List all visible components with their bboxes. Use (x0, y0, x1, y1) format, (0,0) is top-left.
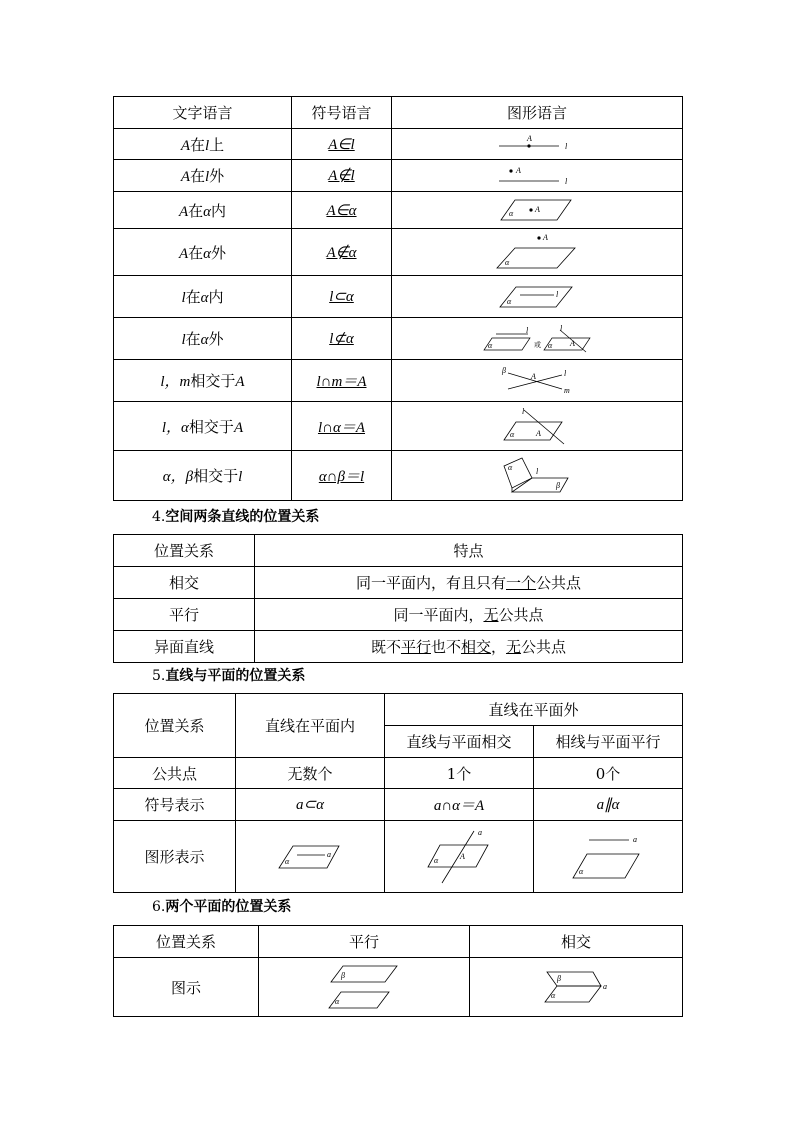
table-row (114, 821, 683, 893)
table-row (114, 599, 683, 631)
header-relation: 位置关系 (114, 535, 255, 567)
table-header-row (114, 926, 683, 958)
symbol-cell: A∈l (292, 129, 392, 160)
label-a: a (478, 827, 482, 837)
label-l: l (560, 323, 563, 333)
figure-cell (392, 402, 683, 451)
figure-cell (392, 129, 683, 160)
label-alpha: α (508, 462, 513, 472)
header-parallel: 相线与平面平行 (534, 726, 683, 758)
label-m: m (564, 385, 570, 395)
common-parallel-cell: 0个 (534, 758, 683, 789)
section-5-heading (152, 665, 305, 685)
label-A: A (527, 134, 532, 143)
label-A: A (543, 233, 548, 242)
symbol-cell: A∉α (292, 229, 392, 276)
symbol-language-table (113, 96, 683, 501)
figure-cell (392, 276, 683, 318)
label-alpha: α (548, 340, 553, 350)
common-in-cell: 无数个 (236, 758, 385, 789)
feature-cell: 同一平面内，有且只有一个公共点 (255, 567, 683, 599)
label-alpha: α (510, 430, 515, 439)
label-a: a (633, 834, 637, 844)
section-number: 4. (152, 509, 166, 525)
header-parallel: 平行 (259, 926, 470, 958)
header-relation: 位置关系 (114, 926, 259, 958)
section-6-heading (152, 896, 291, 916)
symbol-cell: l⊂α (292, 276, 392, 318)
symbol-cell: A∈α (292, 192, 392, 229)
text-cell: l在α内 (114, 276, 292, 318)
label-l: l (565, 176, 568, 186)
label-beta: β (341, 971, 345, 980)
table-row (114, 631, 683, 663)
label-beta: β (556, 480, 560, 490)
table-header-row (114, 535, 683, 567)
header-intersect: 直线与平面相交 (385, 726, 534, 758)
label-or: 或 (534, 340, 541, 349)
section-title: 空间两条直线的位置关系 (165, 509, 320, 525)
label-alpha: α (505, 258, 510, 267)
table-row (114, 758, 683, 789)
label-alpha: α (285, 856, 290, 866)
table-row (114, 276, 683, 318)
header-feature: 特点 (255, 535, 683, 567)
label-l: l (564, 368, 567, 378)
label-A: A (531, 371, 536, 381)
plane-relation-table (113, 925, 683, 1017)
header-line-out-plane: 直线在平面外 (385, 694, 683, 726)
text-cell: l，m相交于A (114, 360, 292, 402)
table-row (114, 160, 683, 192)
table-row (114, 451, 683, 501)
table-header-row (114, 97, 683, 129)
figure-cell (236, 821, 385, 893)
row-label: 符号表示 (114, 789, 236, 821)
text-cell: l在α外 (114, 318, 292, 360)
section-number: 5. (152, 668, 166, 684)
header-relation: 位置关系 (114, 694, 236, 758)
table-row (114, 567, 683, 599)
line-relation-table (113, 534, 683, 663)
line-plane-intersect-figure (428, 829, 490, 885)
figure-cell (392, 160, 683, 192)
line-in-plane-figure (500, 285, 574, 309)
point-in-plane-figure (501, 198, 573, 222)
text-cell: A在l上 (114, 129, 292, 160)
planes-intersect-figure (502, 456, 572, 496)
planes-parallel-figure (329, 964, 399, 1010)
feature-cell: 既不平行也不相交，无公共点 (255, 631, 683, 663)
label-alpha: α (507, 296, 512, 306)
label-l: l (565, 142, 568, 151)
relation-cell: 异面直线 (114, 631, 255, 663)
symbol-cell: α∩β＝l (292, 451, 392, 501)
symbol-parallel-cell: a∥α (534, 789, 683, 821)
symbol-cell: l⊄α (292, 318, 392, 360)
label-a: a (327, 849, 331, 859)
figure-cell (392, 229, 683, 276)
figure-cell (534, 821, 683, 893)
label-l: l (526, 325, 529, 335)
point-on-line-figure (497, 134, 577, 154)
table-row (114, 192, 683, 229)
row-label: 图形表示 (114, 821, 236, 893)
line-plane-intersect-figure (502, 408, 572, 444)
figure-cell (392, 192, 683, 229)
symbol-cell: A∉l (292, 160, 392, 192)
figure-cell (385, 821, 534, 893)
common-intersect-cell: 1个 (385, 758, 534, 789)
text-cell: A在l外 (114, 160, 292, 192)
row-label: 公共点 (114, 758, 236, 789)
line-outside-plane-figure (482, 323, 592, 352)
header-line-in-plane: 直线在平面内 (236, 694, 385, 758)
row-label: 图示 (114, 958, 259, 1017)
header-figure-language: 图形语言 (392, 97, 683, 129)
label-A: A (536, 429, 541, 438)
label-A: A (570, 338, 575, 348)
table-row (114, 402, 683, 451)
section-title: 两个平面的位置关系 (165, 899, 292, 915)
figure-cell (259, 958, 470, 1017)
table-row (114, 129, 683, 160)
label-a: a (603, 982, 607, 991)
table-row (114, 318, 683, 360)
table-row (114, 229, 683, 276)
label-alpha: α (579, 866, 584, 876)
relation-cell: 平行 (114, 599, 255, 631)
table-row (114, 789, 683, 821)
label-l: l (536, 466, 539, 476)
figure-cell (392, 451, 683, 501)
symbol-intersect-cell: a∩α＝A (385, 789, 534, 821)
label-beta: β (502, 365, 506, 375)
header-symbol-language: 符号语言 (292, 97, 392, 129)
lines-intersect-figure (502, 367, 572, 395)
point-outside-plane-figure (497, 234, 577, 270)
label-A: A (516, 165, 521, 175)
label-l: l (522, 407, 525, 416)
section-number: 6. (152, 899, 166, 915)
header-intersect: 相交 (470, 926, 683, 958)
label-alpha: α (335, 997, 340, 1006)
text-cell: l，α相交于A (114, 402, 292, 451)
line-plane-parallel-figure (573, 834, 643, 880)
feature-cell: 同一平面内，无公共点 (255, 599, 683, 631)
point-off-line-figure (497, 165, 577, 187)
symbol-cell: l∩α＝A (292, 402, 392, 451)
text-cell: α，β相交于l (114, 451, 292, 501)
label-A: A (535, 205, 540, 214)
header-text-language: 文字语言 (114, 97, 292, 129)
relation-cell: 相交 (114, 567, 255, 599)
label-alpha: α (434, 855, 439, 865)
label-alpha: α (488, 340, 493, 350)
section-title: 直线与平面的位置关系 (165, 668, 306, 684)
planes-intersect-figure (545, 970, 607, 1004)
label-l: l (556, 289, 559, 299)
table-row (114, 360, 683, 402)
label-A: A (460, 851, 465, 861)
symbol-cell: l∩m＝A (292, 360, 392, 402)
figure-cell (392, 360, 683, 402)
label-beta: β (557, 974, 561, 983)
section-4-heading (152, 506, 319, 526)
text-cell: A在α内 (114, 192, 292, 229)
figure-cell (392, 318, 683, 360)
line-in-plane-figure (279, 844, 341, 870)
figure-cell (470, 958, 683, 1017)
label-alpha: α (509, 209, 514, 218)
symbol-in-cell: a⊂α (236, 789, 385, 821)
label-alpha: α (551, 991, 556, 1000)
text-cell: A在α外 (114, 229, 292, 276)
line-plane-relation-table (113, 693, 683, 893)
table-row (114, 958, 683, 1017)
